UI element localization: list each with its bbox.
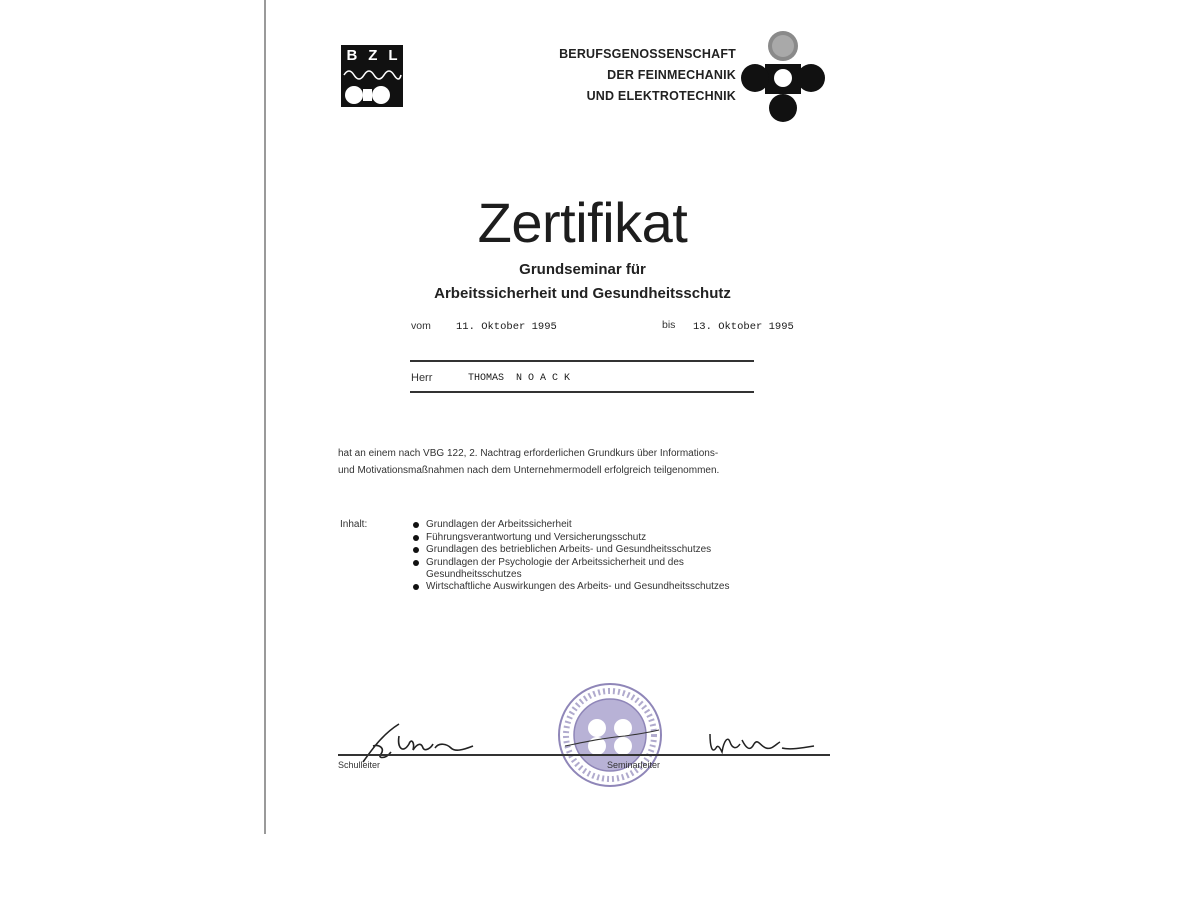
to-label: bis <box>662 319 676 331</box>
bullet-icon <box>413 535 419 541</box>
bullet-icon <box>413 584 419 590</box>
bzl-emblem-icon <box>341 45 403 107</box>
list-item: Wirtschaftliche Auswirkungen des Arbeits- und Gesundheitsschutzes <box>412 581 846 593</box>
salutation: Herr <box>411 372 433 384</box>
subtitle-line-1: Grundseminar für <box>519 261 646 278</box>
bullet-icon <box>413 560 419 566</box>
organization-line-1: BERUFSGENOSSENSCHAFT <box>559 47 736 61</box>
bzl-letter-l: L <box>388 47 398 64</box>
certificate-title: Zertifikat <box>477 191 688 254</box>
completion-statement <box>338 445 828 479</box>
from-date: 11. Oktober 1995 <box>456 321 557 333</box>
page-edge-line <box>264 0 266 834</box>
from-label: vom <box>411 320 431 332</box>
signature-line <box>338 754 830 756</box>
bzl-logo <box>341 45 403 107</box>
list-item: Grundlagen der Arbeitssicherheit <box>412 519 726 531</box>
list-item: Grundlagen des betrieblichen Arbeits- und Gesundheitsschutzes <box>412 544 826 556</box>
statement-line-1: hat an einem nach VBG 122, 2. Nachtrag erforderlichen Grundkurs über Informations- <box>338 448 719 459</box>
list-item: Grundlagen der Psychologie der Arbeitssicherheit und des Gesundheitsschutzes <box>412 557 771 581</box>
official-seal-icon <box>555 680 665 790</box>
bzl-letter-z: Z <box>368 47 378 64</box>
certificate-subtitle <box>0 258 1165 306</box>
statement-line-2: und Motivationsmaßnahmen nach dem Unternehmermodell erfolgreich teilgenommen. <box>338 465 720 476</box>
organization-line-3: UND ELEKTROTECHNIK <box>586 89 736 103</box>
organization-name <box>520 44 736 107</box>
list-item: Führungsverantwortung und Versicherungsschutz <box>412 532 726 544</box>
to-date: 13. Oktober 1995 <box>693 321 794 333</box>
bullet-icon <box>413 547 419 553</box>
contents-label: Inhalt: <box>340 519 368 530</box>
bzl-letter-b: B <box>346 47 358 64</box>
bg-cross-circles-icon <box>739 30 827 126</box>
name-rule-bottom <box>410 391 754 393</box>
organization-line-2: DER FEINMECHANIK <box>607 68 736 82</box>
participant-name: THOMAS N O A C K <box>468 373 571 384</box>
school-head-label: Schulleiter <box>338 760 381 770</box>
subtitle-line-2: Arbeitssicherheit und Gesundheitsschutz <box>434 285 731 302</box>
seminar-leader-label: Seminarleiter <box>607 760 661 770</box>
contents-list <box>412 519 846 594</box>
bullet-icon <box>413 522 419 528</box>
name-rule-top <box>410 360 754 362</box>
